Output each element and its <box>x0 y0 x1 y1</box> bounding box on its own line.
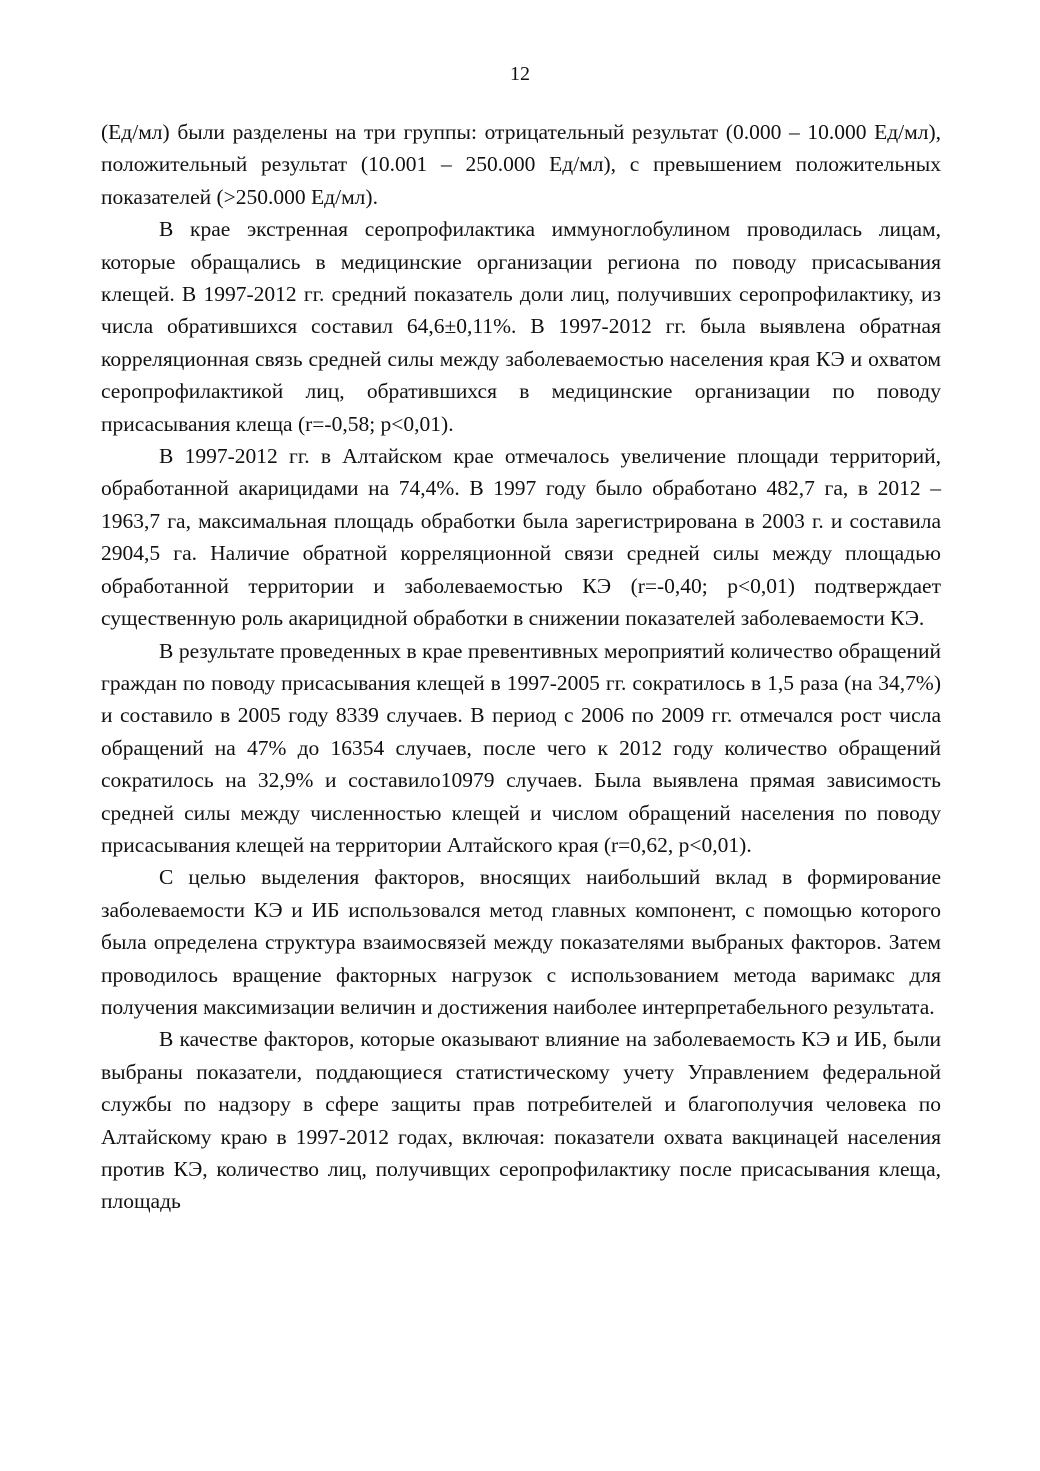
paragraph-acaricide-treatment: В 1997-2012 гг. в Алтайском крае отмечалось увеличение площади территорий, обработанной акарицидами на 74,4%. В 1997 году было обработано 482,7 га, в 2012 – 1963,7 га, максимальная площадь обработки была зарегистрирована в 2003 г. и составила 2904,5 га. Наличие обратной корреляционной связи средней силы между площадью обработанной территории и заболеваемостью КЭ (r=-0,40; p<0,01) подтверждает существенную роль акарицидной обработки в снижении показателей заболеваемости КЭ. <box>101 444 941 631</box>
paragraph-principal-components: С целью выделения факторов, вносящих наибольший вклад в формирование заболеваемости КЭ и ИБ использовался метод главных компонент, с помощью которого была определена структура взаимосвязей между показателями выбраных факторов. Затем проводилось вращение факторных нагрузок с использованием метода варимакс для получения максимизации величин и достижения наиболее интерпретабельного результата. <box>101 865 941 1019</box>
paragraph-tick-bite-appeals: В результате проведенных в крае превентивных мероприятий количество обращений граждан по поводу присасывания клещей в 1997-2005 гг. сократилось в 1,5 раза (на 34,7%) и составило в 2005 году 8339 случаев. В период с 2006 по 2009 гг. отмечался рост числа обращений на 47% до 16354 случаев, после чего к 2012 году количество обращений сократилось на 32,9% и составило10979 случаев. Была выявлена прямая зависимость средней силы между численностью клещей и числом обращений населения по поводу присасывания клещей на территории Алтайского края (r=0,62, p<0,01). <box>101 638 941 857</box>
document-body <box>101 116 941 1218</box>
paragraph-seroprophylaxis: В крае экстренная серопрофилактика иммуноглобулином проводилась лицам, которые обращались в медицинские организации региона по поводу присасывания клещей. В 1997-2012 гг. средний показатель доли лиц, получивших серопрофилактику, из числа обратившихся составил 64,6±0,11%. В 1997-2012 гг. была выявлена обратная корреляционная связь средней силы между заболеваемостью населения края КЭ и охватом серопрофилактикой лиц, обратившихся в медицинские организации по поводу присасывания клеща (r=-0,58; p<0,01). <box>101 217 941 436</box>
page-number: 12 <box>510 63 530 85</box>
paragraph-selected-factors: В качестве факторов, которые оказывают влияние на заболеваемость КЭ и ИБ, были выбраны показатели, поддающиеся статистическому учету Управлением федеральной службы по надзору в сфере защиты прав потребителей и благополучия человека по Алтайскому краю в 1997-2012 годах, включая: показатели охвата вакцинацей населения против КЭ, количество лиц, получивщих серопрофилактику после присасывания клеща, площадь <box>101 1027 941 1214</box>
paragraph-antibody-groups: (Ед/мл) были разделены на три группы: отрицательный результат (0.000 – 10.000 Ед/мл), положительный результат (10.001 – 250.000 Ед/мл), с превышением положительных показателей (>250.000 Ед/мл). <box>101 120 941 209</box>
